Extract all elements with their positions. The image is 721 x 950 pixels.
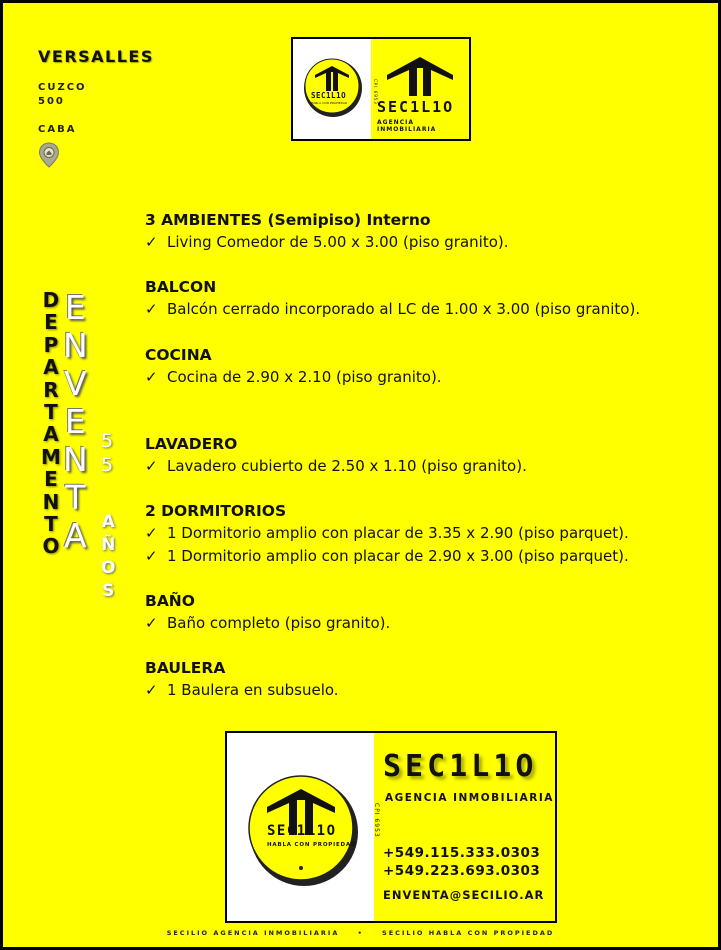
feature-item bbox=[145, 455, 527, 478]
feature-text: Lavadero cubierto de 2.50 x 1.10 (piso granito). bbox=[167, 457, 527, 475]
check-icon: ✓ bbox=[145, 524, 158, 542]
section-title: 2 DORMITORIOS bbox=[145, 502, 287, 520]
feature-section bbox=[145, 500, 629, 568]
departamento-letter: E bbox=[44, 310, 58, 335]
card-agency: AGENCIA INMOBILIARIA bbox=[385, 792, 554, 804]
feature-section bbox=[145, 344, 442, 389]
check-icon: ✓ bbox=[145, 233, 158, 251]
feature-text: Balcón cerrado incorporado al LC de 1.00 x 3.00 (piso granito). bbox=[167, 300, 641, 318]
departamento-letter: D bbox=[42, 288, 60, 312]
en-venta-letter: E bbox=[64, 288, 86, 327]
anos-letter: A bbox=[101, 512, 115, 532]
address-city: CABA bbox=[38, 124, 77, 135]
departamento-letter: N bbox=[42, 489, 60, 514]
feature-text: Baño completo (piso granito). bbox=[167, 614, 391, 632]
feature-item bbox=[145, 231, 509, 254]
footer-right: SECILIO HABLA CON PROPIEDAD bbox=[382, 929, 555, 937]
map-pin-icon bbox=[38, 142, 60, 168]
age-number-letter: 5 bbox=[101, 454, 114, 476]
departamento-letter: R bbox=[43, 377, 59, 402]
feature-text: Cocina de 2.90 x 2.10 (piso granito). bbox=[167, 368, 442, 386]
feature-item bbox=[145, 612, 390, 635]
vertical-en-venta bbox=[63, 289, 88, 555]
en-venta-letter: V bbox=[64, 364, 87, 403]
logo-box-top bbox=[291, 37, 471, 141]
departamento-letter: A bbox=[43, 422, 59, 447]
departamento-letter: T bbox=[44, 400, 58, 425]
section-title: COCINA bbox=[145, 346, 212, 364]
feature-item bbox=[145, 679, 339, 702]
feature-text: 1 Dormitorio amplio con placar de 3.35 x 2.90 (piso parquet). bbox=[167, 524, 629, 542]
en-venta-letter: N bbox=[63, 440, 88, 479]
section-title: 3 AMBIENTES (Semipiso) Interno bbox=[145, 211, 431, 229]
footer-left: SECILIO AGENCIA INMOBILIARIA bbox=[166, 929, 340, 937]
en-venta-letter: A bbox=[64, 516, 87, 555]
check-icon: ✓ bbox=[145, 368, 158, 386]
brand-subtitle: AGENCIA INMOBILIARIA bbox=[377, 119, 437, 133]
logo-badge bbox=[303, 57, 363, 119]
phone-number-1[interactable]: +549.115.333.0303 bbox=[383, 845, 541, 861]
license-code: CPI 6953 bbox=[373, 79, 378, 105]
feature-section bbox=[145, 590, 390, 635]
departamento-letter: P bbox=[43, 332, 59, 357]
anos-letter: S bbox=[102, 581, 115, 601]
check-icon: ✓ bbox=[145, 300, 158, 318]
en-venta-letter: N bbox=[63, 326, 88, 365]
age-number-letter: 5 bbox=[101, 430, 114, 452]
feature-section bbox=[145, 433, 527, 478]
card-brand-name: SEC1L1O bbox=[383, 749, 538, 784]
feature-text: 1 Baulera en subsuelo. bbox=[167, 681, 339, 699]
brand-name: SEC1L1O bbox=[377, 98, 455, 116]
feature-section bbox=[145, 276, 640, 321]
departamento-letter: M bbox=[41, 444, 61, 469]
building-name: VERSALLES bbox=[38, 47, 154, 66]
badge-tagline: HABLA CON PROPIEDAD bbox=[311, 101, 348, 105]
roof-logo-icon bbox=[385, 53, 455, 97]
section-title: LAVADERO bbox=[145, 435, 238, 453]
check-icon: ✓ bbox=[145, 681, 158, 699]
check-icon: ✓ bbox=[145, 614, 158, 632]
email-address[interactable]: ENVENTA@SECILIO.AR bbox=[383, 888, 545, 902]
en-venta-letter: T bbox=[65, 478, 86, 517]
departamento-letter: O bbox=[42, 534, 60, 559]
departamento-letter: A bbox=[43, 355, 59, 380]
feature-item bbox=[145, 545, 629, 568]
badge-brand: SEC1L1O bbox=[311, 91, 347, 100]
feature-text: Living Comedor de 5.00 x 3.00 (piso granito). bbox=[167, 233, 509, 251]
feature-section bbox=[145, 209, 509, 254]
departamento-letter: T bbox=[44, 512, 58, 537]
departamento-letter: E bbox=[44, 467, 58, 492]
feature-item bbox=[145, 298, 640, 321]
en-venta-letter: E bbox=[64, 402, 86, 441]
check-icon: ✓ bbox=[145, 457, 158, 475]
address-number: 500 bbox=[38, 96, 65, 107]
footer-separator: • bbox=[357, 929, 364, 937]
card-badge-tagline: HABLA CON PROPIEDAD bbox=[267, 842, 357, 848]
anos-letter: O bbox=[101, 558, 116, 578]
check-icon: ✓ bbox=[145, 547, 158, 565]
vertical-age-number bbox=[101, 429, 113, 477]
feature-item bbox=[145, 366, 442, 389]
anos-letter: Ñ bbox=[101, 535, 116, 555]
section-title: BAULERA bbox=[145, 659, 226, 677]
vertical-departamento bbox=[41, 289, 61, 558]
vertical-anos bbox=[101, 511, 115, 603]
section-title: BALCON bbox=[145, 278, 217, 296]
address-street: CUZCO bbox=[38, 82, 87, 93]
feature-section bbox=[145, 657, 339, 702]
card-badge-brand: SEC1L1O bbox=[267, 823, 337, 839]
feature-text: 1 Dormitorio amplio con placar de 2.90 x 3.00 (piso parquet). bbox=[167, 547, 629, 565]
card-license-code: CPI 6953 bbox=[373, 803, 380, 838]
phone-number-2[interactable]: +549.223.693.0303 bbox=[383, 863, 541, 879]
contact-card bbox=[225, 731, 557, 923]
footer bbox=[3, 929, 718, 937]
feature-item bbox=[145, 522, 629, 545]
section-title: BAÑO bbox=[145, 592, 195, 610]
